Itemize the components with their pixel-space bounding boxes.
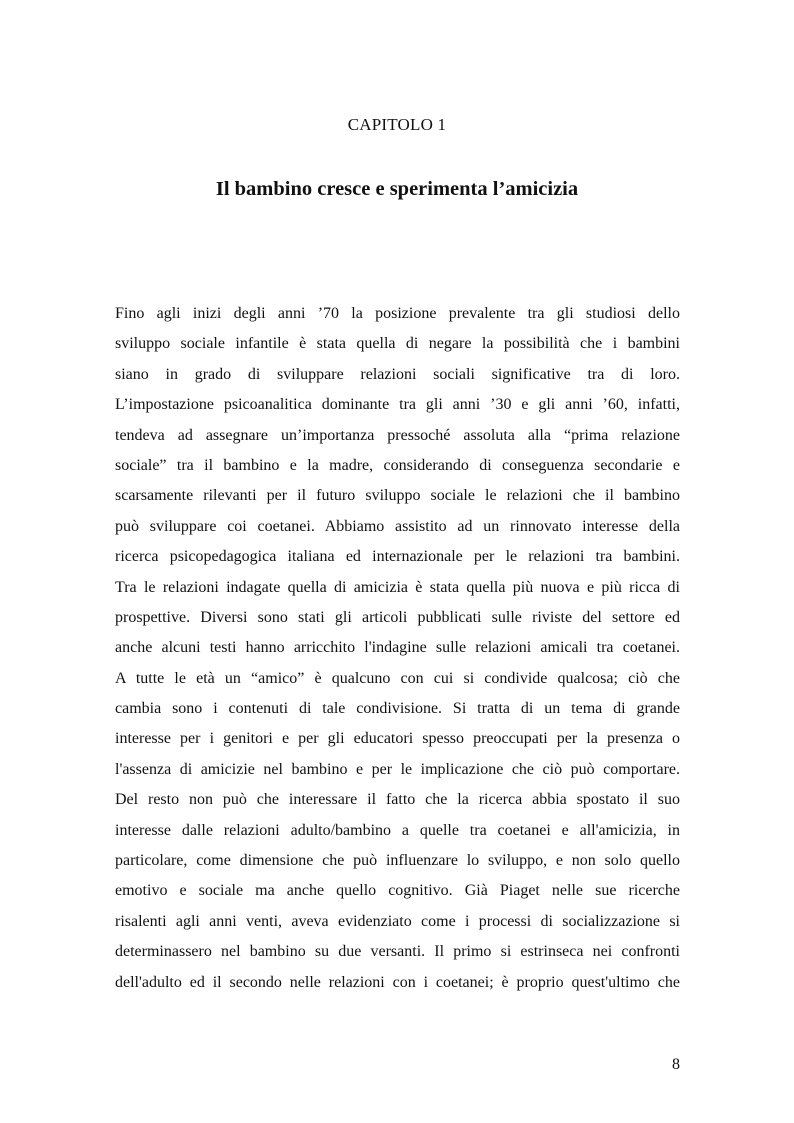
body-line: sociale” tra il bambino e la madre, considerando di conseguenza secondarie e (115, 456, 680, 474)
body-line: interesse per i genitori e per gli educatori spesso preoccupati per la presenza o (115, 730, 680, 748)
body-line: emotivo e sociale ma anche quello cognitivo. Già Piaget nelle sue ricerche (115, 882, 680, 900)
chapter-label: CAPITOLO 1 (347, 115, 447, 134)
body-line: L’impostazione psicoanalitica dominante tra gli anni ’30 e gli anni ’60, infatti, (115, 396, 680, 414)
body-line: tendeva ad assegnare un’importanza pressoché assoluta alla “prima relazione (115, 426, 680, 444)
body-paragraph (115, 299, 680, 998)
body-line: interesse dalle relazioni adulto/bambino a quelle tra coetanei e all'amicizia, in (115, 821, 680, 839)
body-line: Tra le relazioni indagate quella di amicizia è stata quella più nuova e più ricca di (115, 578, 680, 596)
page-number: 8 (672, 1056, 680, 1073)
body-line: anche alcuni testi hanno arricchito l'indagine sulle relazioni amicali tra coetanei. (115, 639, 680, 657)
body-line: determinassero nel bambino su due versanti. Il primo si estrinseca nei confronti (115, 943, 680, 961)
body-line: sviluppo sociale infantile è stata quella di negare la possibilità che i bambini (115, 335, 680, 353)
body-line: dell'adulto ed il secondo nelle relazioni con i coetanei; è proprio quest'ultimo che (115, 973, 680, 991)
body-line: particolare, come dimensione che può influenzare lo sviluppo, e non solo quello (115, 852, 680, 870)
body-line: può sviluppare coi coetanei. Abbiamo assistito ad un rinnovato interesse della (115, 517, 680, 535)
body-line: Fino agli inizi degli anni ’70 la posizione prevalente tra gli studiosi dello (115, 305, 680, 322)
body-line: risalenti agli anni venti, aveva evidenziato come i processi di socializzazione si (115, 912, 680, 930)
body-line: scarsamente rilevanti per il futuro sviluppo sociale le relazioni che il bambino (115, 487, 680, 505)
body-line: ricerca psicopedagogica italiana ed internazionale per le relazioni tra bambini. (115, 548, 680, 566)
chapter-title: Il bambino cresce e sperimenta l’amicizia (215, 178, 579, 200)
body-line: siano in grado di sviluppare relazioni sociali significative tra di loro. (115, 365, 680, 383)
body-line: l'assenza di amicizie nel bambino e per le implicazione che ciò può comportare. (115, 760, 680, 778)
body-line: prospettive. Diversi sono stati gli articoli pubblicati sulle riviste del settore ed (115, 608, 680, 626)
body-line: A tutte le età un “amico” è qualcuno con cui si condivide qualcosa; ciò che (115, 669, 680, 687)
body-line: cambia sono i contenuti di tale condivisione. Si tratta di un tema di grande (115, 700, 680, 718)
body-line: Del resto non può che interessare il fatto che la ricerca abbia spostato il suo (115, 791, 680, 809)
